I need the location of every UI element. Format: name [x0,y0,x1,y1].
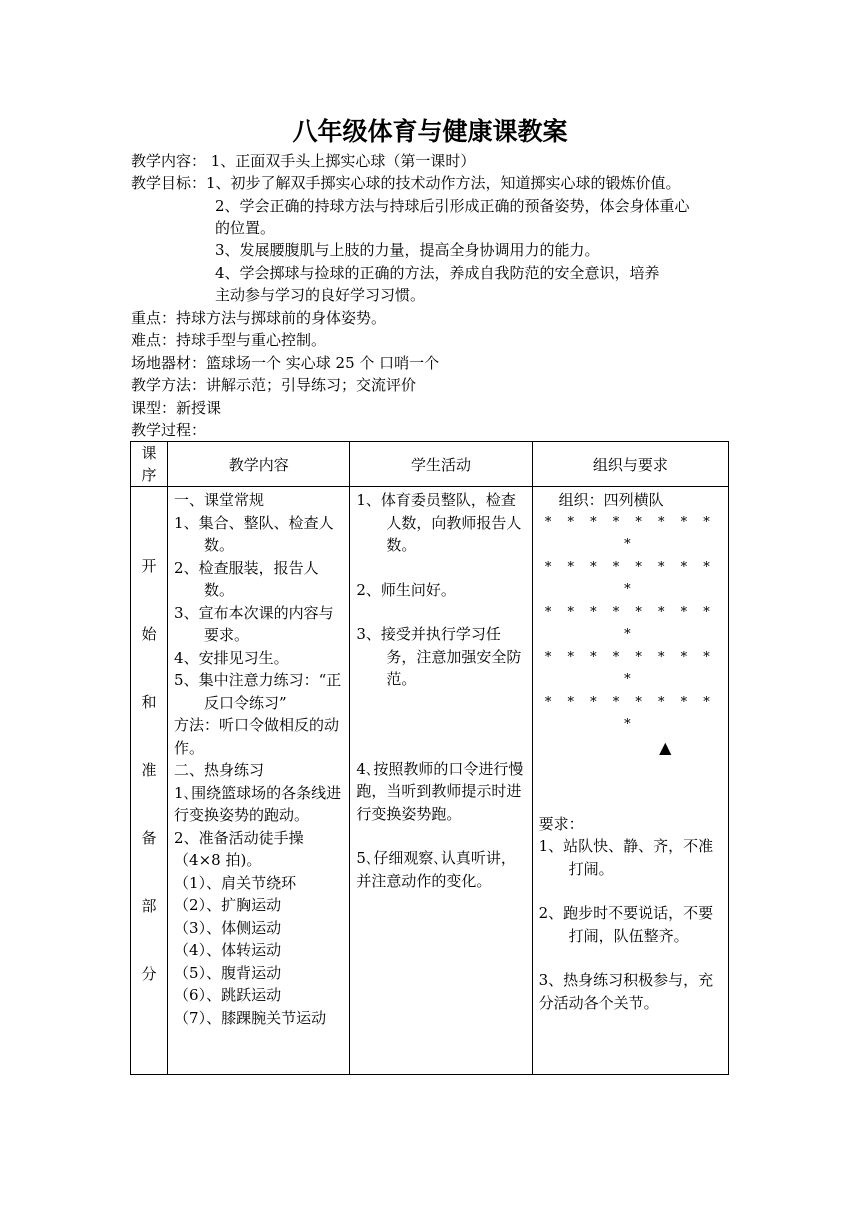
teaching-goal-1: 教学目标：1、初步了解双手掷实心球的技术动作方法，知道掷实心球的锻炼价值。 [131,174,681,192]
requirement-item: 3、热身练习积极参与，充分活动各个关节。 [538,971,714,1012]
table-header-row [131,442,729,487]
process-label: 教学过程： [131,421,207,439]
formation-row: * * * * * * * * * [544,694,716,732]
content-item: 2、准备活动徒手操（4×8 拍)。 [174,828,304,869]
requirement-item: 2、跑步时不要说话，不要打闹，队伍整齐。 [538,904,714,945]
header-content: 教学内容 [168,442,350,487]
teaching-goal-4a: 4、学会掷球与捡球的正确的方法，养成自我防范的安全意识，培养 [215,264,660,282]
org-formation-label: 组织：四列横队 [558,491,664,509]
content-item: 方法：听口令做相反的动作。 [174,716,340,757]
page-title: 八年级体育与健康课教案 [292,117,568,146]
content-item: 5、集中注意力练习：“正反口令练习” [174,671,342,712]
section-char: 开 [141,557,157,575]
equipment: 场地器材：篮球场一个 实心球 25 个 口哨一个 [131,354,440,372]
content-item: 4、安排见习生。 [174,648,289,667]
teaching-goal-2b: 的位置。 [215,219,276,237]
teaching-method: 教学方法：讲解示范；引导练习；交流评价 [131,376,417,394]
content-cell [168,487,350,1075]
content-item: （7）、膝踝腕关节运动 [174,1008,327,1027]
activity-cell [350,487,532,1075]
content-item: 1、集合、整队、检查人数。 [174,513,334,554]
activity-item: 5､仔细观察､认真听讲，并注意动作的变化。 [356,849,516,890]
section-char: 备 [141,829,157,847]
content-item: （5）、腹背运动 [174,963,282,982]
header-activity: 学生活动 [350,442,532,487]
requirements-label: 要求： [538,814,584,833]
formation-row: * * * * * * * * * [544,604,716,642]
section-char: 始 [141,625,157,643]
formation-row: * * * * * * * * * [544,514,716,552]
teaching-goal-2a: 2、学会正确的持球方法与持球后引形成正确的预备姿势，体会身体重心 [215,197,690,215]
teaching-content: 教学内容： 1、正面双手头上掷实心球（第一课时） [131,152,476,170]
content-item: （3）、体侧运动 [174,918,282,937]
content-item: （2）、扩胸运动 [174,896,282,914]
activity-item: 3、接受并执行学习任务，注意加强安全防范。 [356,625,522,688]
organization-cell [532,487,728,1075]
teaching-goal-4b: 主动参与学习的良好学习习惯。 [215,286,426,304]
section-char: 部 [141,897,157,915]
section-char: 分 [141,965,157,983]
content-item: 一、课堂常规 [174,491,265,509]
activity-item: 2、师生问好。 [356,580,456,599]
activity-item: 1、体育委员整队，检查人数，向教师报告人数。 [356,491,522,554]
section-label [131,487,168,1075]
difficulty: 难点：持球手型与重心控制。 [131,331,327,349]
content-item: 二、热身练习 [174,761,265,779]
content-item: 2、检查服装，报告人数。 [174,558,319,599]
lesson-type: 课型：新授课 [131,399,222,417]
section-char: 和 [141,693,157,711]
key-point: 重点：持球方法与掷球前的身体姿势。 [131,309,387,327]
table-row [131,487,729,1075]
content-item: （6）、跳跃运动 [174,986,282,1004]
content-item: 3、宣布本次课的内容与要求。 [174,603,334,644]
teaching-goal-3: 3、发展腰腹肌与上肢的力量，提高全身协调用力的能力。 [215,241,600,259]
activity-item: 4､按照教师的口令进行慢跑，当听到教师提示时进行变换姿势跑。 [356,759,524,823]
teacher-triangle-icon: ▲ [659,737,672,757]
header-lesson-order: 课序 [131,442,168,487]
section-char: 准 [141,761,157,779]
header-organization: 组织与要求 [532,442,728,487]
content-item: （4）、体转运动 [174,941,282,959]
requirement-item: 1、站队快、静、齐，不准打闹。 [538,837,714,878]
lesson-table [130,441,729,1075]
content-item: （1）、肩关节绕环 [174,873,297,892]
formation-row: * * * * * * * * * [544,559,716,597]
content-item: 1､围绕篮球场的各条线进行变换姿势的跑动。 [174,783,342,824]
formation-row: * * * * * * * * * [544,649,716,687]
